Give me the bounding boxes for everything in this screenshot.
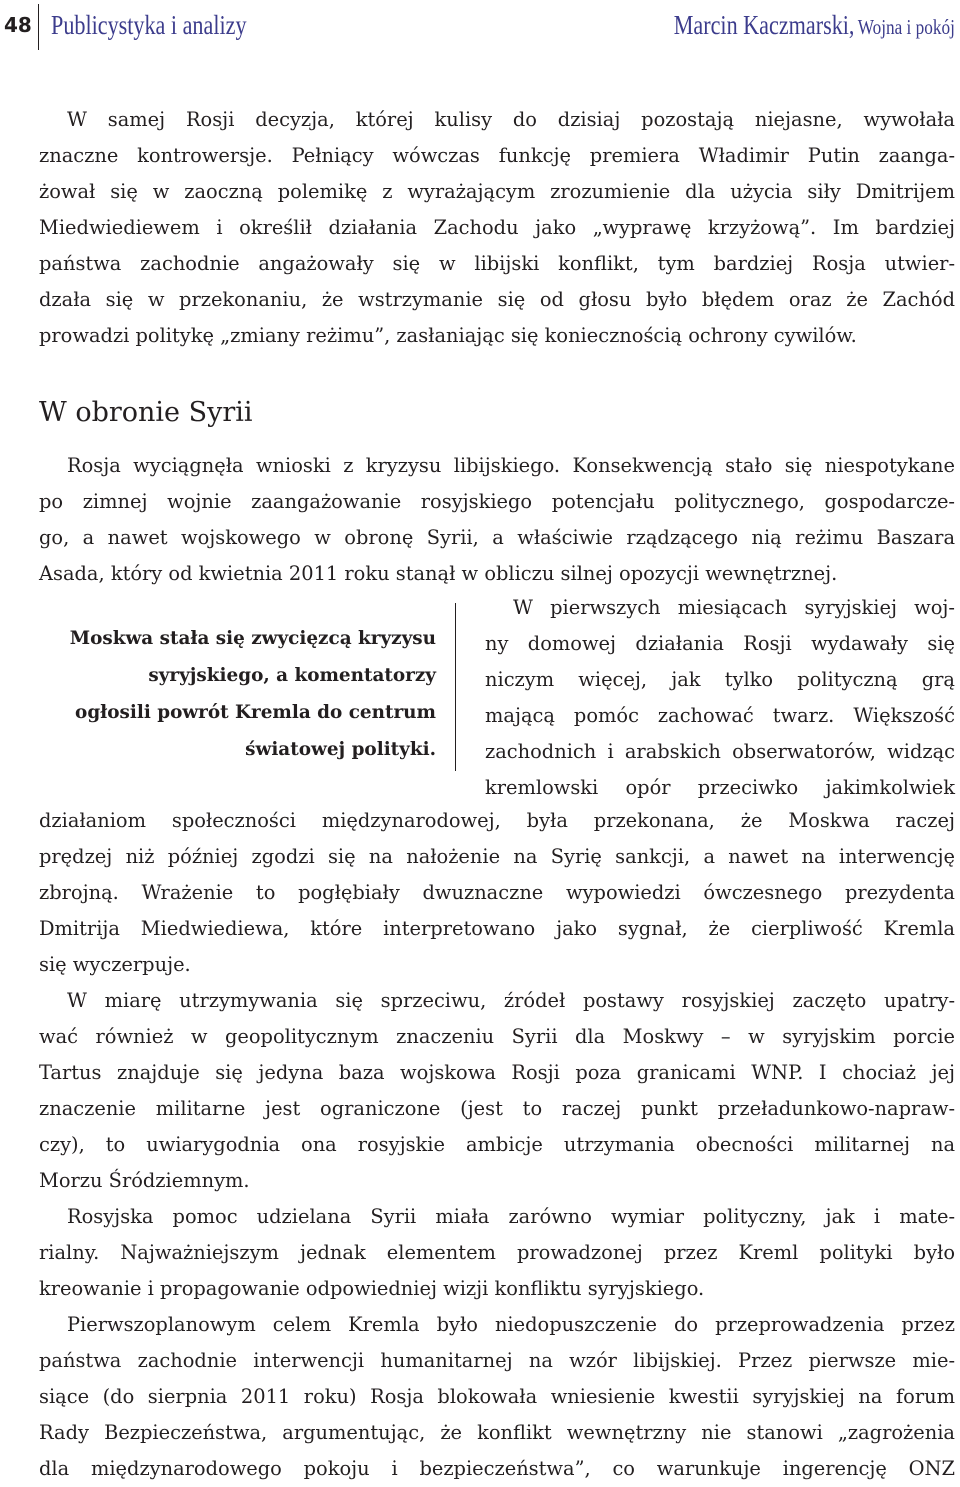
text-line: dla międzynarodowego pokoju i bezpieczeństwa”, co warunkuje ingerencję ONZ — [39, 1457, 955, 1480]
text-line: Tartus znajduje się jedyna baza wojskowa Rosji poza granicami WNP. I chociaż jej — [39, 1061, 955, 1084]
text-line: rialny. Najważniejszym jednak elementem prowadzonej przez Kreml polityki było — [39, 1241, 955, 1264]
text-line: go, a nawet wojskowego w obronę Syrii, a właściwie rządzącego nią reżimu Baszara — [39, 526, 955, 549]
text-line: po zimnej wojnie zaangażowanie rosyjskiego potencjału politycznego, gospodarcze- — [39, 490, 955, 513]
pull-quote-line: syryjskiego, a komentatorzy — [148, 665, 436, 686]
text-line: Dmitrija Miedwiediewa, które interpretowano jako sygnał, że cierpliwość Kremla — [39, 917, 955, 940]
text-line: mającą pomóc zachować twarz. Większość — [485, 704, 955, 727]
text-line: Morzu Śródziemnym. — [39, 1169, 250, 1192]
pull-quote-divider — [455, 603, 456, 771]
text-line: Miedwiediewem i określił działania Zachodu jako „wyprawę krzyżową”. Im bardziej — [39, 216, 955, 239]
text-line: czy), to uwiarygodnia ona rosyjskie ambicje utrzymania obecności militarnej na — [39, 1133, 955, 1156]
text-line: kreowanie i propagowanie odpowiedniej wizji konfliktu syryjskiego. — [39, 1277, 705, 1300]
pull-quote-line: ogłosili powrót Kremla do centrum — [75, 702, 436, 723]
section-name: Publicystyka i analizy — [51, 10, 247, 40]
text-line: kremlowski opór przeciwko jakimkolwiek — [485, 776, 955, 799]
text-line: działaniom społeczności międzynarodowej, była przekonana, że Moskwa raczej — [39, 809, 955, 832]
text-line: się wyczerpuje. — [39, 953, 191, 976]
text-line: W pierwszych miesiącach syryjskiej woj- — [513, 596, 955, 619]
text-line: prowadzi politykę „zmiany reżimu”, zasłaniając się koniecznością ochrony cywilów. — [39, 324, 857, 347]
text-line: zachodnich i arabskich obserwatorów, widząc — [485, 740, 955, 763]
text-line: Rosyjska pomoc udzielana Syrii miała zarówno wymiar polityczny, jak i mate- — [67, 1205, 955, 1228]
text-line: W miarę utrzymywania się sprzeciwu, źródeł postawy rosyjskiej zaczęto upatry- — [67, 989, 955, 1012]
text-line: żował się w zaoczną polemikę z wyrażającym zrozumienie dla użycia siły Dmitrijem — [39, 180, 955, 203]
pull-quote — [0, 620, 436, 768]
text-line: Asada, który od kwietnia 2011 roku stanął w obliczu silnej opozycji wewnętrznej. — [39, 562, 838, 585]
page-number: 48 — [4, 13, 32, 37]
text-line: prędzej niż później zgodzi się na nałożenie na Syrię sankcji, a nawet na interwencję — [39, 845, 955, 868]
text-line: siące (do sierpnia 2011 roku) Rosja blokowała wniesienie kwestii syryjskiej na forum — [39, 1385, 955, 1408]
text-line: Pierwszoplanowym celem Kremla było niedopuszczenie do przeprowadzenia przez — [67, 1313, 955, 1336]
header-divider — [38, 4, 39, 50]
text-line: niczym więcej, jak tylko polityczną grą — [485, 668, 955, 691]
section-heading: W obronie Syrii — [39, 397, 253, 428]
text-line: Rady Bezpieczeństwa, argumentując, że konflikt wewnętrzny nie stanowi „zagrożenia — [39, 1421, 955, 1444]
text-line: W samej Rosji decyzja, której kulisy do dzisiaj pozostają niejasne, wywołała — [67, 108, 955, 131]
text-line: zbrojną. Wrażenie to pogłębiały dwuznaczne wypowiedzi ówczesnego prezydenta — [39, 881, 955, 904]
text-line: państwa zachodnie interwencji humanitarnej na wzór libijskiej. Przez pierwsze mie- — [39, 1349, 955, 1372]
pull-quote-line: Moskwa stała się zwycięzcą kryzysu — [69, 628, 436, 649]
page-header — [0, 0, 960, 56]
article-short-title: Wojna i pokój — [857, 15, 955, 39]
text-line: Rosja wyciągnęła wnioski z kryzysu libijskiego. Konsekwencją stało się niespotykane — [67, 454, 955, 477]
running-head — [674, 10, 955, 41]
author-name: Marcin Kaczmarski, — [673, 10, 855, 40]
text-line: znaczne kontrowersje. Pełniący wówczas funkcję premiera Władimir Putin zaanga- — [39, 144, 955, 167]
text-line: ny domowej działania Rosji wydawały się — [485, 632, 955, 655]
pull-quote-line: światowej polityki. — [245, 739, 436, 760]
text-line: państwa zachodnie angażowały się w libijski konflikt, tym bardziej Rosja utwier- — [39, 252, 955, 275]
text-line: wać również w geopolitycznym znaczeniu Syrii dla Moskwy – w syryjskim porcie — [39, 1025, 955, 1048]
text-line: dzała się w przekonaniu, że wstrzymanie się od głosu było błędem oraz że Zachód — [39, 288, 955, 311]
text-line: znaczenie militarne jest ograniczone (jest to raczej punkt przeładunkowo-napraw- — [39, 1097, 955, 1120]
